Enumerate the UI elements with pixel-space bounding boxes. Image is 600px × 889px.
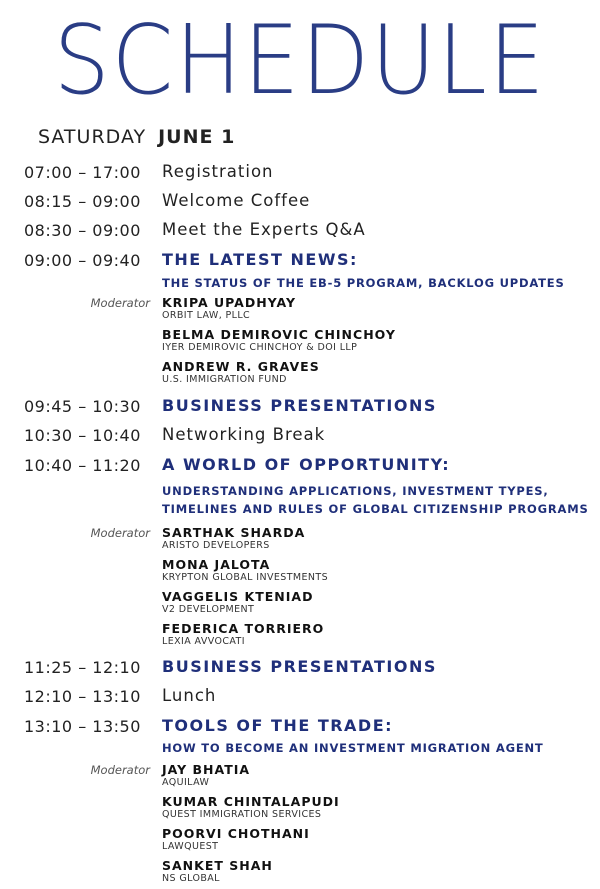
speaker-name: SANKET SHAH bbox=[162, 858, 273, 873]
speaker-org: NS GLOBAL bbox=[162, 873, 220, 884]
speaker-org: LAWQUEST bbox=[162, 841, 219, 852]
session-heading: TOOLS OF THE TRADE: bbox=[162, 716, 394, 735]
speaker-org: V2 DEVELOPMENT bbox=[162, 604, 255, 615]
speaker-org: AQUILAW bbox=[162, 777, 210, 788]
session-subtitle: UNDERSTANDING APPLICATIONS, INVESTMENT TYPES, bbox=[162, 484, 549, 498]
session-heading: BUSINESS PRESENTATIONS bbox=[162, 657, 437, 676]
speaker-name: KRIPA UPADHYAY bbox=[162, 295, 297, 310]
session-title: Lunch bbox=[162, 686, 217, 705]
date: JUNE 1 bbox=[158, 126, 236, 148]
session-time: 11:25 – 12:10 bbox=[24, 658, 141, 677]
moderator-label: Moderator bbox=[90, 296, 150, 310]
speaker-name: MONA JALOTA bbox=[162, 557, 271, 572]
session-title: Registration bbox=[162, 162, 274, 181]
session-time: 09:45 – 10:30 bbox=[24, 397, 141, 416]
weekday: SATURDAY bbox=[38, 126, 147, 148]
session-time: 09:00 – 09:40 bbox=[24, 251, 141, 270]
session-subtitle: THE STATUS OF THE EB-5 PROGRAM, BACKLOG UPDATES bbox=[162, 276, 565, 290]
speaker-org: KRYPTON GLOBAL INVESTMENTS bbox=[162, 572, 329, 583]
session-time: 07:00 – 17:00 bbox=[24, 163, 141, 182]
speaker-name: VAGGELIS KTENIAD bbox=[162, 589, 314, 604]
speaker-name: FEDERICA TORRIERO bbox=[162, 621, 325, 636]
session-heading: BUSINESS PRESENTATIONS bbox=[162, 396, 437, 415]
session-time: 12:10 – 13:10 bbox=[24, 687, 141, 706]
session-heading: A WORLD OF OPPORTUNITY: bbox=[162, 455, 451, 474]
session-subtitle: TIMELINES AND RULES OF GLOBAL CITIZENSHIP PROGRAMS bbox=[162, 502, 589, 516]
speaker-name: JAY BHATIA bbox=[162, 762, 251, 777]
session-subtitle: HOW TO BECOME AN INVESTMENT MIGRATION AGENT bbox=[162, 741, 544, 755]
speaker-org: QUEST IMMIGRATION SERVICES bbox=[162, 809, 322, 820]
session-title: Meet the Experts Q&A bbox=[162, 220, 366, 239]
speaker-org: IYER DEMIROVIC CHINCHOY & DOI LLP bbox=[162, 342, 358, 353]
speaker-name: ANDREW R. GRAVES bbox=[162, 359, 320, 374]
speaker-org: U.S. IMMIGRATION FUND bbox=[162, 374, 287, 385]
session-heading: THE LATEST NEWS: bbox=[162, 250, 358, 269]
moderator-label: Moderator bbox=[90, 763, 150, 777]
speaker-name: POORVI CHOTHANI bbox=[162, 826, 310, 841]
session-time: 10:30 – 10:40 bbox=[24, 426, 141, 445]
speaker-name: BELMA DEMIROVIC CHINCHOY bbox=[162, 327, 396, 342]
session-time: 10:40 – 11:20 bbox=[24, 456, 141, 475]
session-time: 08:15 – 09:00 bbox=[24, 192, 141, 211]
speaker-name: SARTHAK SHARDA bbox=[162, 525, 306, 540]
speaker-org: ARISTO DEVELOPERS bbox=[162, 540, 270, 551]
speaker-org: LEXIA AVVOCATI bbox=[162, 636, 245, 647]
session-title: Welcome Coffee bbox=[162, 191, 311, 210]
session-time: 13:10 – 13:50 bbox=[24, 717, 141, 736]
moderator-label: Moderator bbox=[90, 526, 150, 540]
speaker-org: ORBIT LAW, PLLC bbox=[162, 310, 251, 321]
session-title: Networking Break bbox=[162, 425, 326, 444]
speaker-name: KUMAR CHINTALAPUDI bbox=[162, 794, 340, 809]
session-time: 08:30 – 09:00 bbox=[24, 221, 141, 240]
schedule-title: SCHEDULE bbox=[53, 6, 547, 116]
day-heading bbox=[38, 126, 235, 148]
